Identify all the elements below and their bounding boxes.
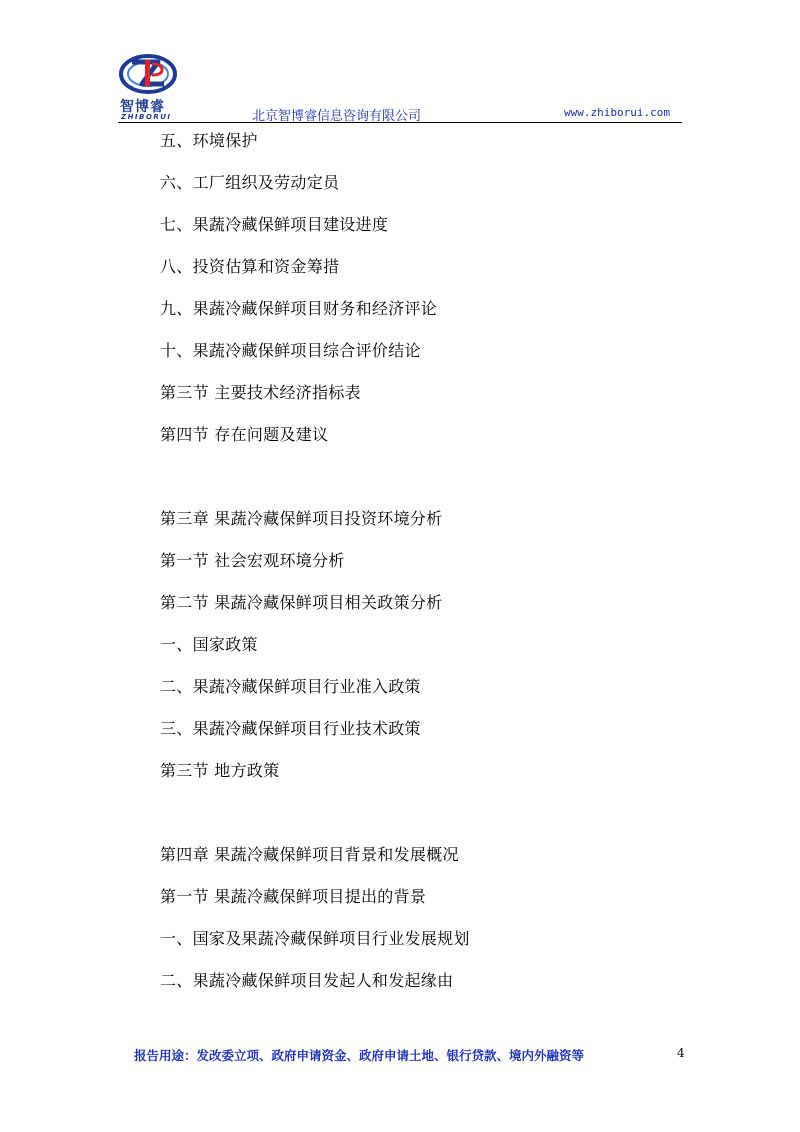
toc-line: 九、果蔬冷藏保鲜项目财务和经济评论 <box>160 299 438 318</box>
toc-line: 二、果蔬冷藏保鲜项目行业准入政策 <box>160 677 421 696</box>
toc-line: 二、果蔬冷藏保鲜项目发起人和发起缘由 <box>160 971 454 990</box>
toc-line: 一、国家及果蔬冷藏保鲜项目行业发展规划 <box>160 929 470 948</box>
toc-line: 七、果蔬冷藏保鲜项目建设进度 <box>160 215 389 234</box>
toc-line: 五、环境保护 <box>160 131 258 150</box>
report-usage-footer: 报告用途：发改委立项、政府申请资金、政府申请土地、银行贷款、境内外融资等 <box>134 1048 585 1063</box>
company-logo <box>118 52 178 124</box>
logo-english-name: ZHIBORUI <box>121 113 172 121</box>
company-website: www.zhiborui.com <box>564 106 670 119</box>
logo-chinese-name: 智博睿 <box>120 99 165 115</box>
page-header <box>118 52 682 124</box>
toc-line: 第一节 社会宏观环境分析 <box>160 551 345 570</box>
toc-line: 一、国家政策 <box>160 635 258 654</box>
company-name: 北京智博睿信息咨询有限公司 <box>252 109 422 124</box>
page-number: 4 <box>677 1046 685 1060</box>
toc-line: 第四节 存在问题及建议 <box>160 425 329 444</box>
toc-line: 八、投资估算和资金筹措 <box>160 257 340 276</box>
toc-line: 第三节 主要技术经济指标表 <box>160 383 361 402</box>
toc-line: 十、果蔬冷藏保鲜项目综合评价结论 <box>160 341 421 360</box>
toc-chapter-line: 第四章 果蔬冷藏保鲜项目背景和发展概况 <box>160 845 459 864</box>
logo-emblem-icon <box>118 52 178 98</box>
toc-line: 第三节 地方政策 <box>160 761 280 780</box>
toc-line: 六、工厂组织及劳动定员 <box>160 173 340 192</box>
toc-chapter-line: 第三章 果蔬冷藏保鲜项目投资环境分析 <box>160 509 443 528</box>
toc-line: 第一节 果蔬冷藏保鲜项目提出的背景 <box>160 887 427 906</box>
toc-line: 第二节 果蔬冷藏保鲜项目相关政策分析 <box>160 593 443 612</box>
header-divider <box>118 122 682 123</box>
toc-line: 三、果蔬冷藏保鲜项目行业技术政策 <box>160 719 421 738</box>
